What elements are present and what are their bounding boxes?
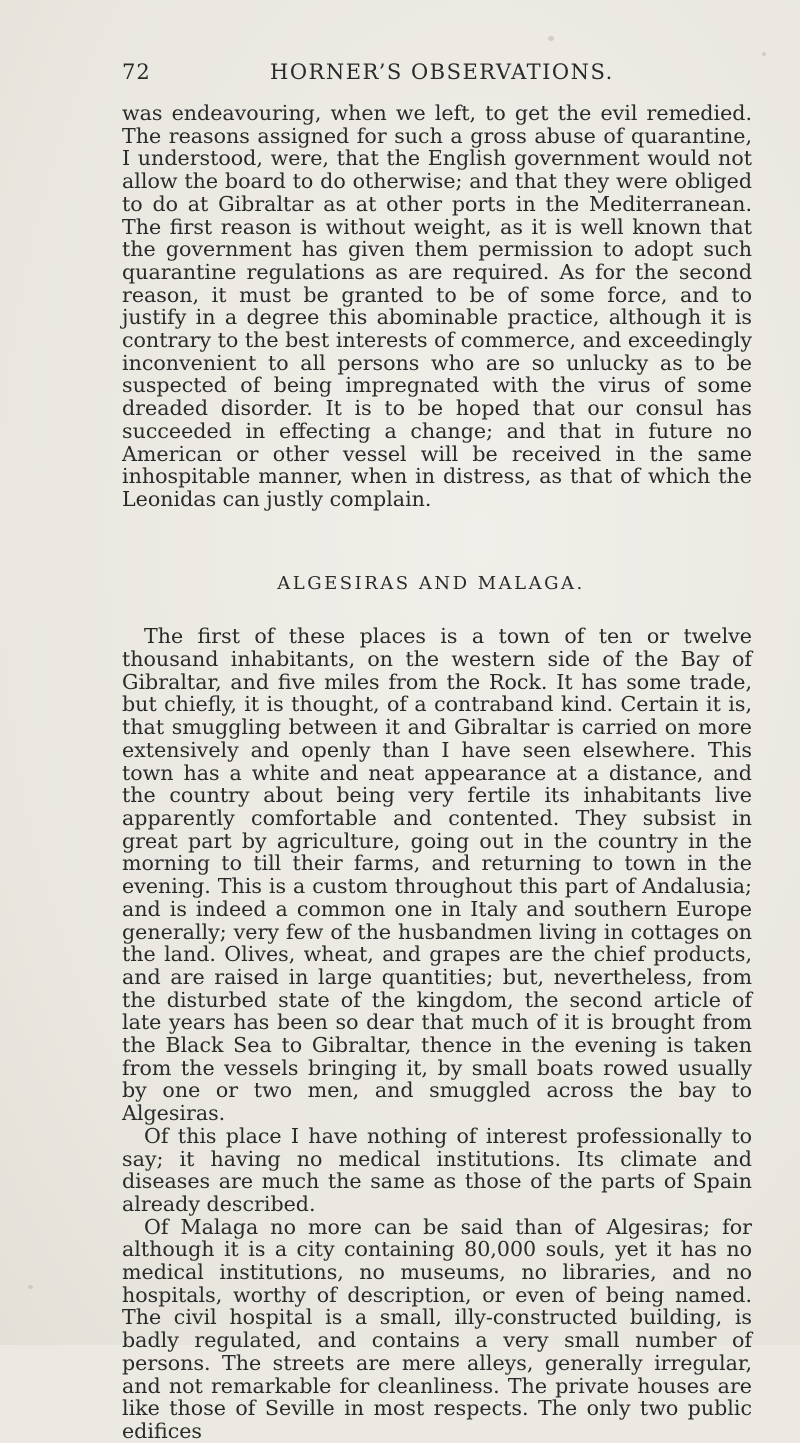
page-header [122, 60, 652, 90]
paper-speck [548, 36, 554, 41]
page-number: 72 [122, 60, 151, 84]
paragraph-algesiras: The first of these places is a town of ten or twelve thousand inhabitants, on the western side of the Bay of Gibraltar, and five miles from the Rock. It has some trade, but chiefly, it is thought, of a contraband kind. Certain it is, that smuggling between it and Gibraltar is carried on more extensively and openly than I have seen elsewhere. This town has a white and neat appearance at a distance, and the country about being very fertile its inhabitants live apparently comfortable and contented. They subsist in great part by agriculture, going out in the country in the morning to till their farms, and returning to town in the evening. This is a custom throughout this part of Andalusia; and is indeed a common one in Italy and southern Europe generally; very few of the husbandmen living in cottages on the land. Olives, wheat, and grapes are the chief products, and are raised in large quantities; but, nevertheless, from the disturbed state of the kingdom, the second article of late years has been so dear that much of it is brought from the Black Sea to Gibraltar, thence in the evening is taken from the vessels bringing it, by small boats rowed usually by one or two men, and smuggled across the bay to Algesiras. [122, 624, 752, 1126]
paragraph-malaga: Of Malaga no more can be said than of Algesiras; for although it is a city containing 80,000 souls, yet it has no medical institutions, no museums, no libraries, and no hospitals, worthy of description, or even of being named. The civil hospital is a small, illy-constructed building, is badly regulated, and contains a very small number of persons. The streets are mere alleys, generally irregular, and not remarkable for cleanliness. The private houses are like those of Seville in most respects. The only two public edifices [122, 1214, 752, 1443]
paragraph-algesiras-medical: Of this place I have nothing of interest professionally to say; it having no medical institutions. Its climate and diseases are much the same as those of the parts of Spain already described. [122, 1123, 752, 1216]
section-heading: ALGESIRAS AND MALAGA. [277, 572, 585, 594]
paper-speck [762, 52, 766, 56]
running-title: HORNER’S OBSERVATIONS. [270, 60, 614, 84]
body-text [122, 102, 752, 1443]
paragraph-continued: was endeavouring, when we left, to get the evil remedied. The reasons assigned for such a gross abuse of quarantine, I understood, were, that the English government would not allow the board to do otherwise; and that they were obliged to do at Gibraltar as at other ports in the Mediterranean. The first reason is without weight, as it is well known that the government has given them permission to adopt such quarantine regulations as are required. As for the second reason, it must be granted to be of some force, and to justify in a degree this abominable practice, although it is contrary to the best interests of commerce, and exceedingly inconvenient to all persons who are so unlucky as to be suspected of being impregnated with the virus of some dreaded disorder. It is to be hoped that our consul has succeeded in effecting a change; and that in future no American or other vessel will be received in the same inhospitable manner, when in distress, as that of which the Leonidas can justly complain. [122, 101, 752, 511]
paper-speck [28, 1285, 33, 1289]
